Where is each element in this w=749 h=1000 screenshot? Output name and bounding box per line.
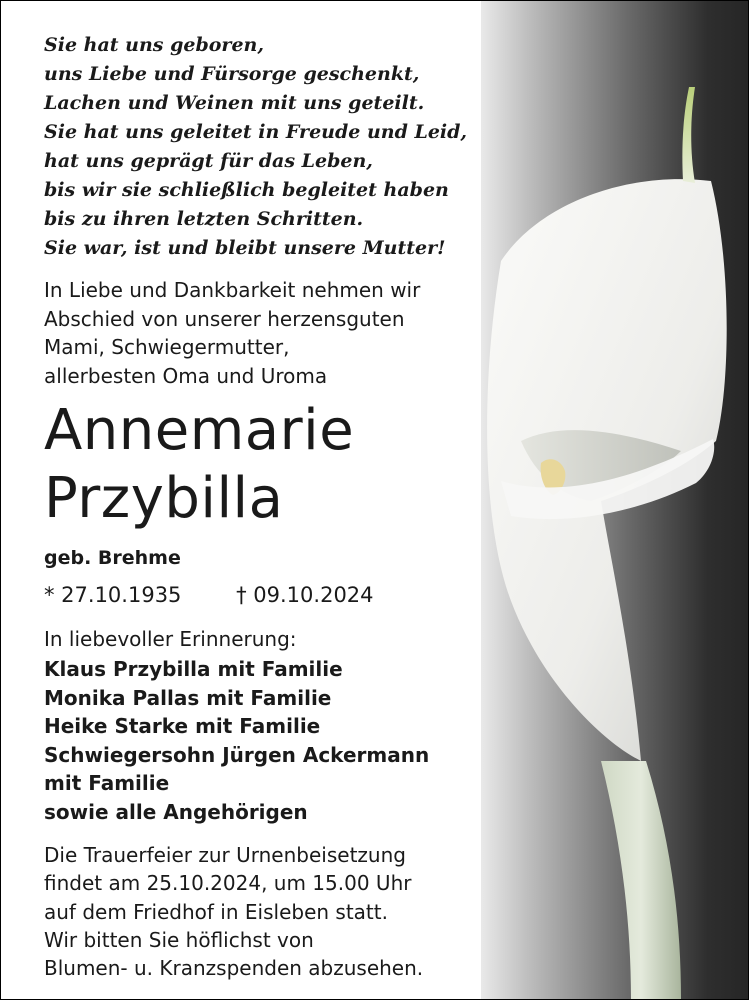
poem-line: bis zu ihren letzten Schritten.	[44, 208, 364, 230]
mourner-line: sowie alle Angehörigen	[44, 799, 308, 824]
poem-line: Sie hat uns geboren,	[44, 34, 264, 56]
birth-date: * 27.10.1935	[44, 583, 182, 607]
mourner-line: Heike Starke mit Familie	[44, 714, 321, 738]
intro-line: Mami, Schwiegermutter,	[44, 335, 290, 359]
intro-line: allerbesten Oma und Uroma	[44, 363, 328, 388]
poem	[44, 31, 467, 263]
calla-lily-icon	[481, 1, 748, 999]
life-dates	[44, 583, 374, 607]
mourner-line: Klaus Przybilla mit Familie	[44, 657, 343, 681]
poem-line: Sie war, ist und bleibt unsere Mutter!	[44, 237, 446, 259]
poem-line: uns Liebe und Fürsorge geschenkt,	[44, 63, 420, 85]
first-name: Annemarie	[44, 398, 355, 463]
service-line: Die Trauerfeier zur Urnenbeisetzung	[44, 843, 406, 867]
calla-lily-image	[481, 1, 748, 999]
service-line: findet am 25.10.2024, um 15.00 Uhr	[44, 871, 412, 896]
service-info	[44, 841, 423, 982]
poem-line: bis wir sie schließlich begleitet haben	[44, 179, 449, 201]
intro-line: Abschied von unserer herzensguten	[44, 306, 405, 331]
memory-label: In liebevoller Erinnerung:	[44, 627, 297, 651]
service-line: Blumen- u. Kranzspenden abzusehen.	[44, 956, 424, 981]
mourners-list	[44, 655, 429, 826]
mourner-line: mit Familie	[44, 771, 170, 795]
service-line: Wir bitten Sie höflichst von	[44, 927, 314, 952]
last-name: Przybilla	[44, 466, 284, 531]
death-date: † 09.10.2024	[236, 583, 374, 607]
intro-text	[44, 276, 420, 390]
poem-line: Lachen und Weinen mit uns geteilt.	[44, 92, 425, 114]
maiden-name: geb. Brehme	[44, 547, 181, 569]
intro-line: In Liebe und Dankbarkeit nehmen wir	[44, 278, 421, 302]
mourner-line: Monika Pallas mit Familie	[44, 685, 332, 710]
poem-line: Sie hat uns geleitet in Freude und Leid,	[44, 121, 468, 143]
mourner-line: Schwiegersohn Jürgen Ackermann	[44, 742, 430, 767]
service-line: auf dem Friedhof in Eisleben statt.	[44, 899, 388, 924]
deceased-name	[44, 397, 354, 533]
poem-line: hat uns geprägt für das Leben,	[44, 150, 373, 172]
